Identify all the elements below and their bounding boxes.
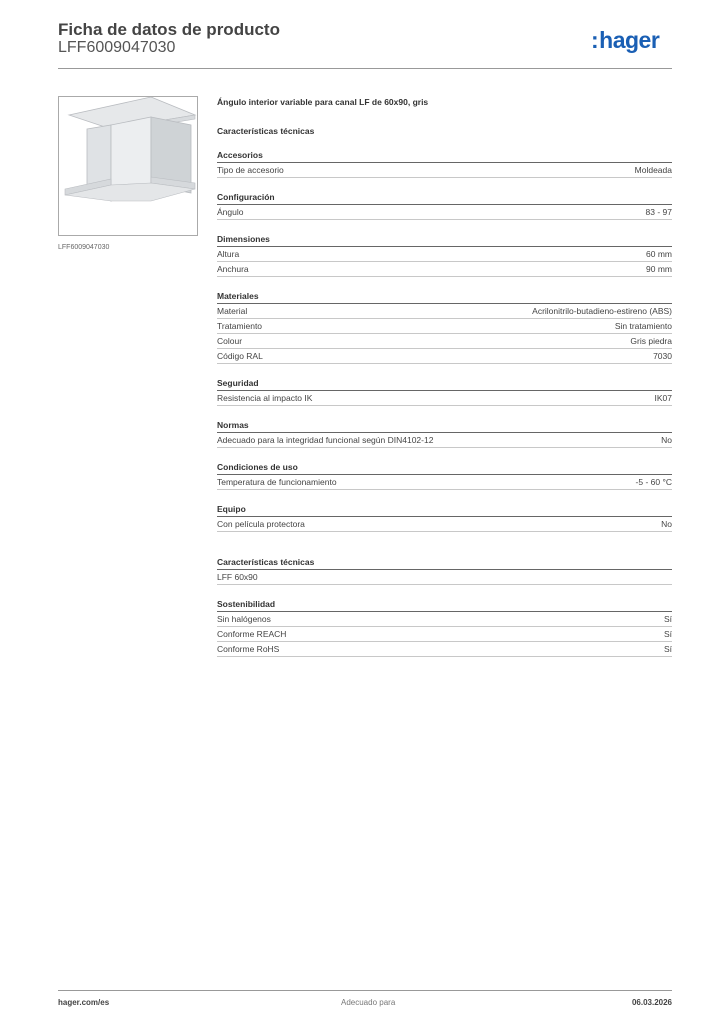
spec-value: Sí (663, 629, 672, 639)
spec-value: Sin tratamiento (614, 321, 672, 331)
spec-value: 90 mm (646, 264, 672, 274)
spec-row (217, 612, 672, 627)
footer-center-text: Adecuado para (341, 998, 396, 1007)
product-description: Ángulo interior variable para canal LF de 60x90, gris (217, 97, 429, 107)
group-title: Equipo (217, 504, 672, 517)
spec-row (217, 627, 672, 642)
spec-row (217, 349, 672, 364)
spec-row (217, 517, 672, 532)
spec-value: No (661, 435, 672, 445)
spec-group (217, 378, 672, 406)
group-title: Normas (217, 420, 672, 433)
group-title: Características técnicas (217, 557, 672, 570)
spec-label: Material (217, 306, 248, 316)
spec-label: Altura (217, 249, 240, 259)
spec-row (217, 391, 672, 406)
spec-value: Sí (663, 614, 672, 624)
spec-group (217, 150, 672, 178)
spec-row (217, 304, 672, 319)
group-title: Sostenibilidad (217, 599, 672, 612)
spec-label: LFF 60x90 (217, 572, 258, 582)
spec-group (217, 192, 672, 220)
spec-row (217, 247, 672, 262)
spec-label: Adecuado para la integridad funcional según DIN4102-12 (217, 435, 434, 445)
product-code: LFF6009047030 (58, 39, 176, 56)
spec-row (217, 205, 672, 220)
spec-group (217, 291, 672, 364)
spec-value: 7030 (653, 351, 672, 361)
spec-value: IK07 (654, 393, 672, 403)
spec-label: Tratamiento (217, 321, 263, 331)
spec-label: Tipo de accesorio (217, 165, 284, 175)
product-image (58, 96, 198, 236)
spec-group (217, 462, 672, 490)
spec-row (217, 163, 672, 178)
spec-label: Sin halógenos (217, 614, 271, 624)
group-title: Materiales (217, 291, 672, 304)
spec-value: -5 - 60 °C (635, 477, 672, 487)
logo-text: hager (599, 27, 660, 53)
spec-content (217, 96, 672, 657)
footer-divider (58, 990, 672, 991)
spec-label: Resistencia al impacto IK (217, 393, 313, 403)
group-title: Dimensiones (217, 234, 672, 247)
tech-summary-group (217, 557, 672, 585)
corner-piece-icon (59, 97, 197, 235)
footer-website-link[interactable]: hager.com/es (58, 998, 110, 1007)
page-title: Ficha de datos de producto (58, 20, 280, 39)
logo-colon-icon: : (591, 27, 599, 53)
spec-row (217, 262, 672, 277)
spec-label: Código RAL (217, 351, 263, 361)
spec-row (217, 334, 672, 349)
spec-label: Temperatura de funcionamiento (217, 477, 337, 487)
spec-row (217, 475, 672, 490)
image-caption: LFF6009047030 (58, 244, 110, 251)
spec-value: Gris piedra (630, 336, 672, 346)
spec-row (217, 642, 672, 657)
spec-label: Ángulo (217, 207, 244, 217)
spec-label: Anchura (217, 264, 249, 274)
spec-value: Moldeada (634, 165, 672, 175)
spec-label: Colour (217, 336, 243, 346)
header-divider (58, 68, 672, 69)
footer-date: 06.03.2026 (631, 998, 672, 1007)
section-title: Características técnicas (217, 126, 315, 136)
spec-label: Con película protectora (217, 519, 305, 529)
spec-row (217, 433, 672, 448)
group-title: Configuración (217, 192, 672, 205)
spec-value: 83 - 97 (645, 207, 672, 217)
spec-value: 60 mm (646, 249, 672, 259)
hager-logo (591, 27, 659, 54)
spec-group (217, 504, 672, 532)
spec-value: Sí (663, 644, 672, 654)
spec-value: No (661, 519, 672, 529)
group-title: Condiciones de uso (217, 462, 672, 475)
spec-row (217, 570, 672, 585)
spec-row (217, 319, 672, 334)
spec-group (217, 420, 672, 448)
spec-label: Conforme RoHS (217, 644, 280, 654)
spec-value: Acrilonitrilo-butadieno-estireno (ABS) (532, 306, 672, 316)
spec-group (217, 234, 672, 277)
group-title: Accesorios (217, 150, 672, 163)
sustainability-group (217, 599, 672, 657)
spec-label: Conforme REACH (217, 629, 287, 639)
group-title: Seguridad (217, 378, 672, 391)
